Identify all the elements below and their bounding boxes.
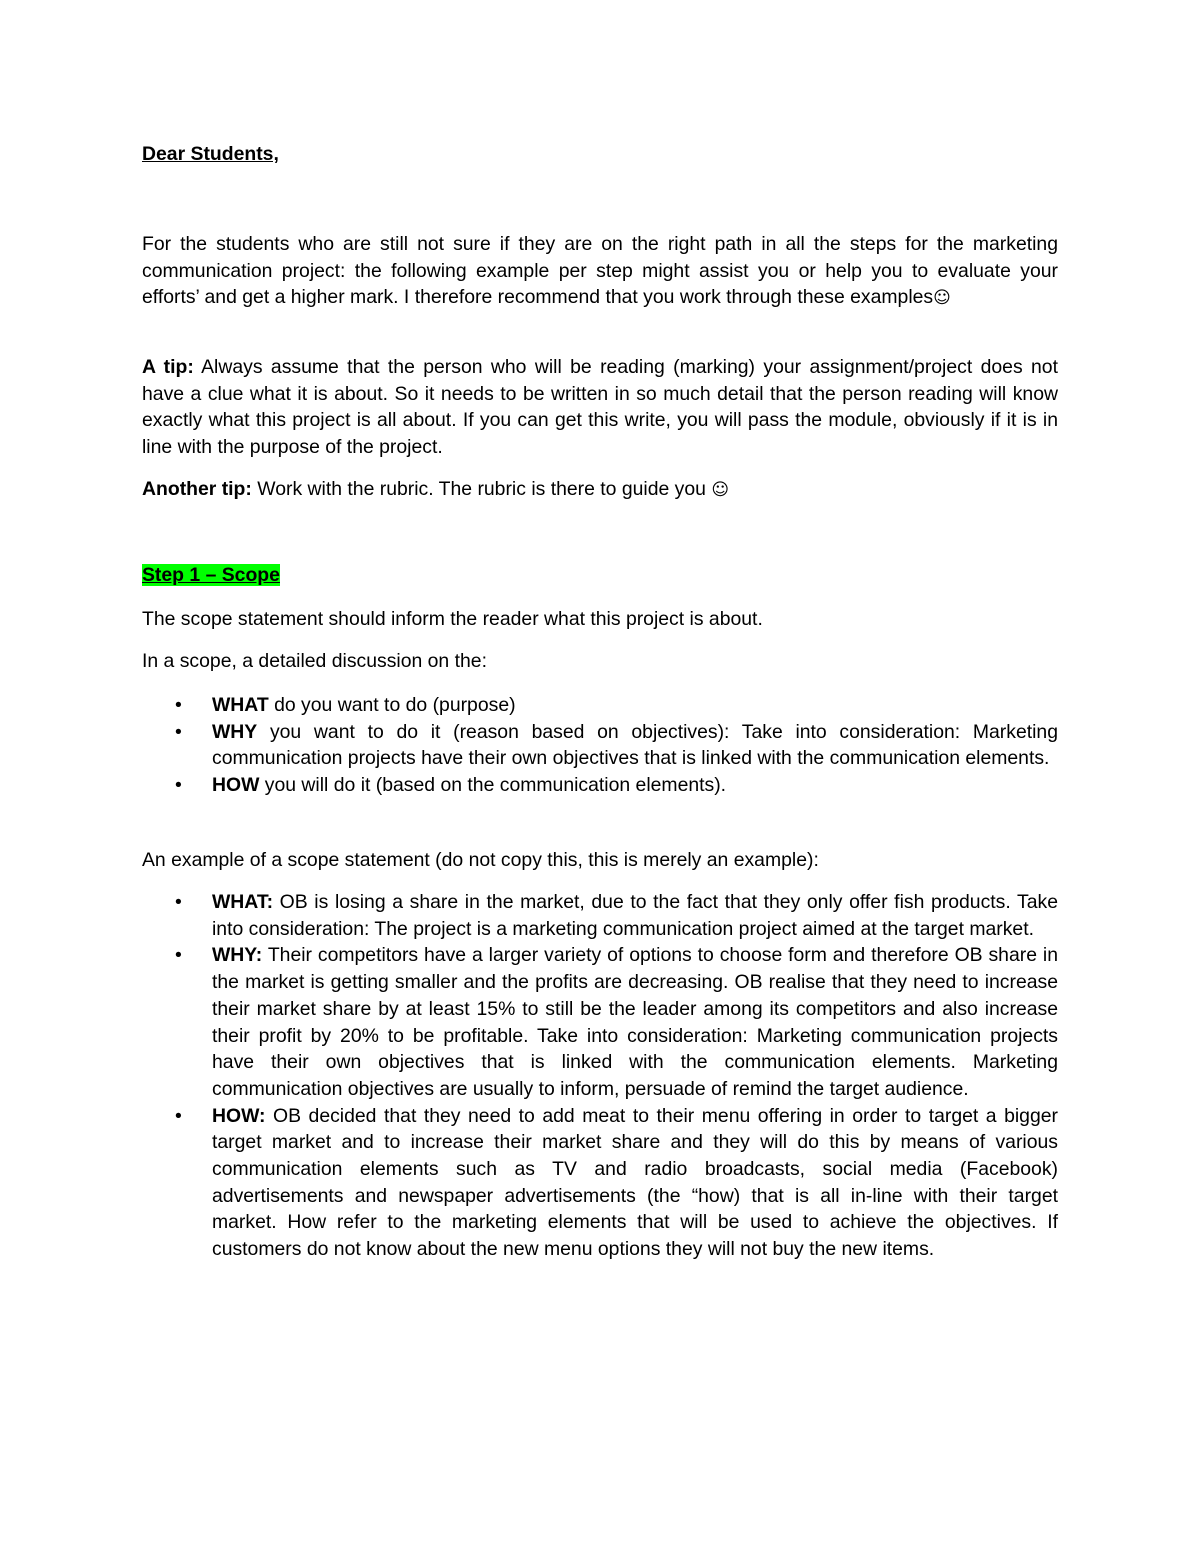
another-tip-paragraph	[142, 476, 1058, 504]
bullet-icon: •	[175, 1104, 182, 1127]
example-label: HOW:	[212, 1104, 266, 1127]
tip-text: Always assume that the person who will be reading (marking) your assignment/project does not have a clue what it is about. So it needs to be written in so much detail that the person reading will know exactly what this project is all about. If you can get this write, you will pass the module, obviously if it is in line with the purpose of the project.	[142, 356, 1058, 459]
bullet-icon: •	[175, 774, 182, 797]
list-item	[142, 719, 1058, 772]
bullet-icon: •	[175, 720, 182, 743]
example-text: OB decided that they need to add meat to their menu offering in order to target a bigger target market and to increase their market share and they will do this by means of various communication elements such as TV and radio broadcasts, social media (Facebook) advertisements and newspaper advertisements (the “how) that is all in-line with their target market. How refer to the marketing elements that will be used to achieve the objectives. If customers do not know about the new menu options they will not buy the new items.	[212, 1104, 1058, 1261]
list-item	[142, 692, 1058, 719]
point-text: you will do it (based on the communication elements).	[259, 774, 727, 797]
example-label: WHAT:	[212, 891, 274, 913]
smiley-icon: ☺	[933, 288, 951, 309]
example-intro-line: An example of a scope statement (do not copy this, this is merely an example):	[142, 849, 819, 871]
bullet-icon: •	[175, 944, 182, 967]
list-item	[142, 889, 1058, 942]
greeting-heading: Dear Students,	[142, 143, 279, 165]
another-tip-text: Work with the rubric. The rubric is there to guide you	[251, 478, 712, 500]
bullet-icon: •	[175, 694, 182, 716]
scope-intro-line: The scope statement should inform the reader what this project is about.	[142, 608, 763, 630]
smiley-icon: ☺	[711, 480, 730, 500]
point-label: WHAT	[212, 694, 269, 716]
point-text: do you want to do (purpose)	[268, 694, 516, 716]
example-label: WHY:	[212, 944, 263, 967]
list-item	[142, 772, 1058, 799]
example-text: Their competitors have a larger variety of options to choose form and therefore OB share in the market is getting smaller and the profits are decreasing. OB realise that they need to increase their market share by at least 15% to still be the leader among its competitors and also increase their profit by 20% to be profitable. Take into consideration: Marketing communication projects have their own objectives that is linked with the communication elements. Marketing communication objectives are usually to inform, persuade of remind the target audience.	[212, 944, 1058, 1100]
scope-examples-list	[142, 889, 1058, 1263]
intro-text: For the students who are still not sure if they are on the right path in all the steps for the marketing communication project: the following example per step might assist you or help you to evaluate your efforts’ and get a higher mark. I therefore recommend that you work through these examples	[142, 233, 1058, 309]
scope-points-list	[142, 692, 1058, 799]
point-text: you want to do it (reason based on objectives): Take into consideration: Marketing communication projects have their own objectives that is linked with the communication elements.	[212, 720, 1058, 770]
intro-paragraph	[142, 231, 1058, 312]
another-tip-label: Another tip:	[142, 478, 252, 500]
example-text: OB is losing a share in the market, due to the fact that they only offer fish products. Take into consideration: The project is a marketing communication project aimed at the target market.	[212, 891, 1058, 940]
scope-discussion-line: In a scope, a detailed discussion on the:	[142, 650, 487, 672]
list-item	[142, 942, 1058, 1102]
step-1-heading-text: Step 1 – Scope	[142, 564, 280, 586]
bullet-icon: •	[175, 891, 182, 913]
point-label: HOW	[212, 774, 260, 797]
tip-paragraph	[142, 354, 1058, 461]
point-label: WHY	[212, 720, 258, 743]
list-item	[142, 1103, 1058, 1263]
step-1-heading	[142, 562, 280, 589]
tip-label: A tip:	[142, 356, 194, 378]
